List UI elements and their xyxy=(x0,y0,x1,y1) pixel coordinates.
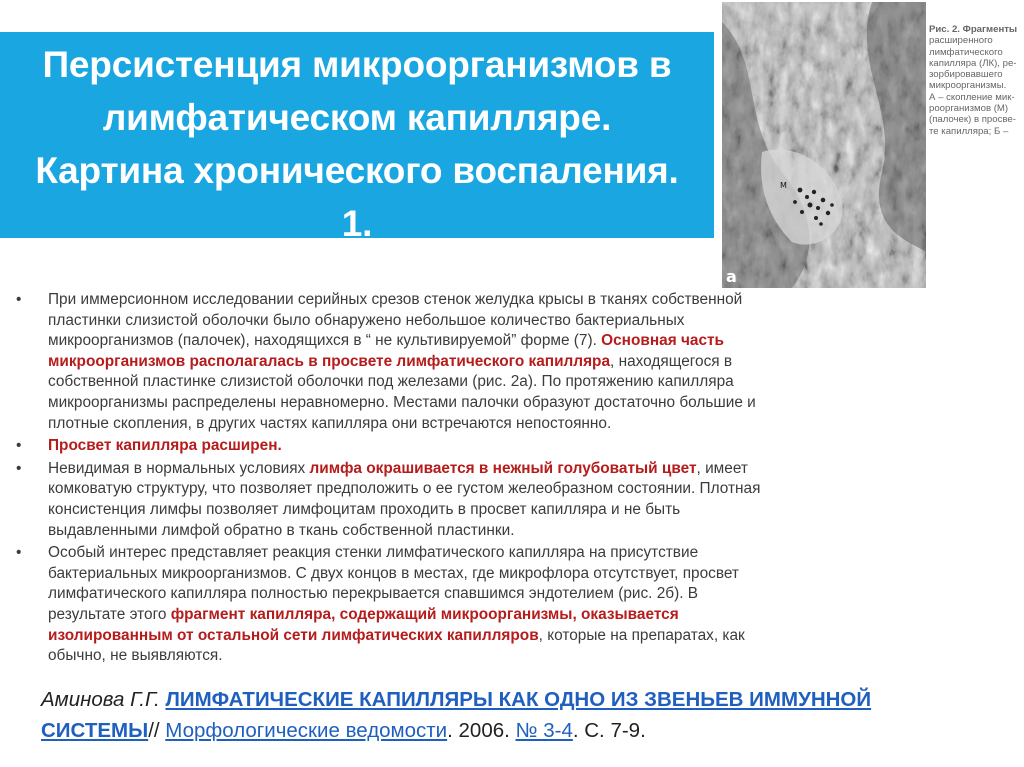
caption-line: роорганизмов (М) xyxy=(929,103,1009,115)
text-segment: выдавленными лимфой обратно в ткань собственной пластинки. xyxy=(48,521,515,539)
micrograph-image xyxy=(722,2,926,288)
citation xyxy=(41,684,1001,746)
citation-link[interactable]: Морфологические ведомости xyxy=(165,719,448,742)
text-segment: бактериальных микроорганизмов. С двух концов в местах, где микрофлора отсутствует, просвет xyxy=(48,564,739,582)
text-segment: консистенция лимфы позволяет лимфоцитам проходить в просвет капилляра и не быть xyxy=(48,500,681,518)
bullet-line xyxy=(48,584,1024,605)
caption-line: расширенного xyxy=(929,35,993,47)
bullet-item xyxy=(0,459,1024,541)
bullet-line xyxy=(48,290,1024,311)
text-segment: При иммерсионном исследовании серийных срезов стенок желудка крысы в тканях собственной xyxy=(48,291,743,308)
highlight-text: изолированным от остальной сети лимфатических капилляров xyxy=(48,626,539,644)
highlight-text: микроорганизмов располагалась в просвете лимфатического капилляра xyxy=(48,352,611,370)
bullet-line xyxy=(48,459,1024,480)
citation-link[interactable]: СИСТЕМЫ xyxy=(41,719,149,742)
text-segment: Аминова Г.Г. xyxy=(41,688,166,711)
text-segment: , которые на препаратах, как xyxy=(538,626,745,644)
text-segment: , имеет xyxy=(696,459,748,477)
text-segment: . С. 7-9. xyxy=(572,719,646,742)
bullet-line xyxy=(48,436,1024,457)
title-line: лимфатическом капилляре. xyxy=(102,97,612,138)
slide-title xyxy=(0,38,714,250)
panel-letter: а xyxy=(726,267,737,286)
bullet-line xyxy=(48,311,1024,332)
bullet-line xyxy=(48,564,1024,585)
caption-line: микроорганизмы. xyxy=(929,80,1007,92)
bullet-line xyxy=(48,605,1024,626)
text-segment: // xyxy=(148,719,166,742)
figure-caption xyxy=(929,24,1023,137)
bullet-dot: • xyxy=(16,544,22,562)
bullet-line xyxy=(48,331,1024,352)
text-segment: Особый интерес представляет реакция стенки лимфатического капилляра на присутствие xyxy=(48,544,699,562)
bullet-dot: • xyxy=(16,291,22,308)
highlight-text: Просвет капилляра расширен. xyxy=(48,437,282,455)
bullet-line xyxy=(48,352,1024,373)
caption-line: (палочек) в просве- xyxy=(929,114,1016,126)
bullet-item xyxy=(0,543,1024,667)
bullet-line xyxy=(48,414,1024,435)
bullet-line xyxy=(48,479,1024,500)
citation-line xyxy=(41,684,1001,715)
caption-line: те капилляра; Б – xyxy=(929,125,1009,137)
title-line: Картина хронического воспаления. xyxy=(35,150,679,191)
text-segment: микроорганизмов (палочек), находящихся в “ не культивируемой” форме (7). xyxy=(48,332,602,350)
bullet-line xyxy=(48,500,1024,521)
text-segment: , находящегося в xyxy=(610,352,733,370)
bullet-line xyxy=(48,372,1024,393)
bullet-dot: • xyxy=(16,437,22,455)
citation-link[interactable]: ЛИМФАТИЧЕСКИЕ КАПИЛЛЯРЫ КАК ОДНО ИЗ ЗВЕНЬЕВ ИММУННОЙ xyxy=(165,688,872,711)
text-segment: . 2006. xyxy=(447,719,516,742)
caption-line: капилляра (ЛК), ре- xyxy=(929,57,1017,69)
caption-line: зорбировавшего xyxy=(929,69,1003,81)
bullet-list xyxy=(0,290,1024,669)
caption-line: лимфатического xyxy=(929,46,1003,58)
bullet-line xyxy=(48,626,1024,647)
text-segment: пластинки слизистой оболочки было обнаружено небольшое количество бактериальных xyxy=(48,311,685,329)
citation-link[interactable]: № 3-4 xyxy=(515,719,573,742)
title-banner xyxy=(0,32,714,244)
highlight-text: Основная часть xyxy=(601,332,725,350)
micro-label: М xyxy=(780,181,787,190)
caption-line: Рис. 2. Фрагменты xyxy=(929,24,1018,35)
citation-line xyxy=(41,715,1001,746)
caption-line: А – скопление мик- xyxy=(929,91,1015,103)
bullet-dot: • xyxy=(16,459,22,477)
bullet-item xyxy=(0,436,1024,457)
text-segment: плотные скопления, в других частях капилляра они встречаются непостоянно. xyxy=(48,414,612,432)
text-segment: лимфатического капилляра полностью перекрывается спавшимся эндотелием (рис. 2б). В xyxy=(48,585,699,603)
text-segment: Невидимая в нормальных условиях xyxy=(48,459,310,477)
bullet-line xyxy=(48,646,1024,667)
bullet-line xyxy=(48,393,1024,414)
bullet-line xyxy=(48,543,1024,564)
title-line: 1. xyxy=(341,203,373,244)
bullet-item xyxy=(0,290,1024,434)
highlight-text: фрагмент капилляра, содержащий микроорганизмы, оказывается xyxy=(170,605,679,623)
text-segment: результате этого xyxy=(48,605,171,623)
title-line: Персистенция микроорганизмов в xyxy=(42,44,672,85)
bullet-line xyxy=(48,521,1024,542)
text-segment: микроорганизмы распределены неравномерно. Местами палочки образуют достаточно большие и xyxy=(48,393,756,411)
text-segment: комковатую структуру, что позволяет предположить о ее густом желеобразном состоянии. Плотная xyxy=(48,480,761,498)
highlight-text: лимфа окрашивается в нежный голубоватый цвет xyxy=(309,459,697,477)
text-segment: обычно, не выявляются. xyxy=(48,647,223,665)
text-segment: собственной пластинке слизистой оболочки под железами (рис. 2а). По протяжению капилляра xyxy=(48,373,734,391)
